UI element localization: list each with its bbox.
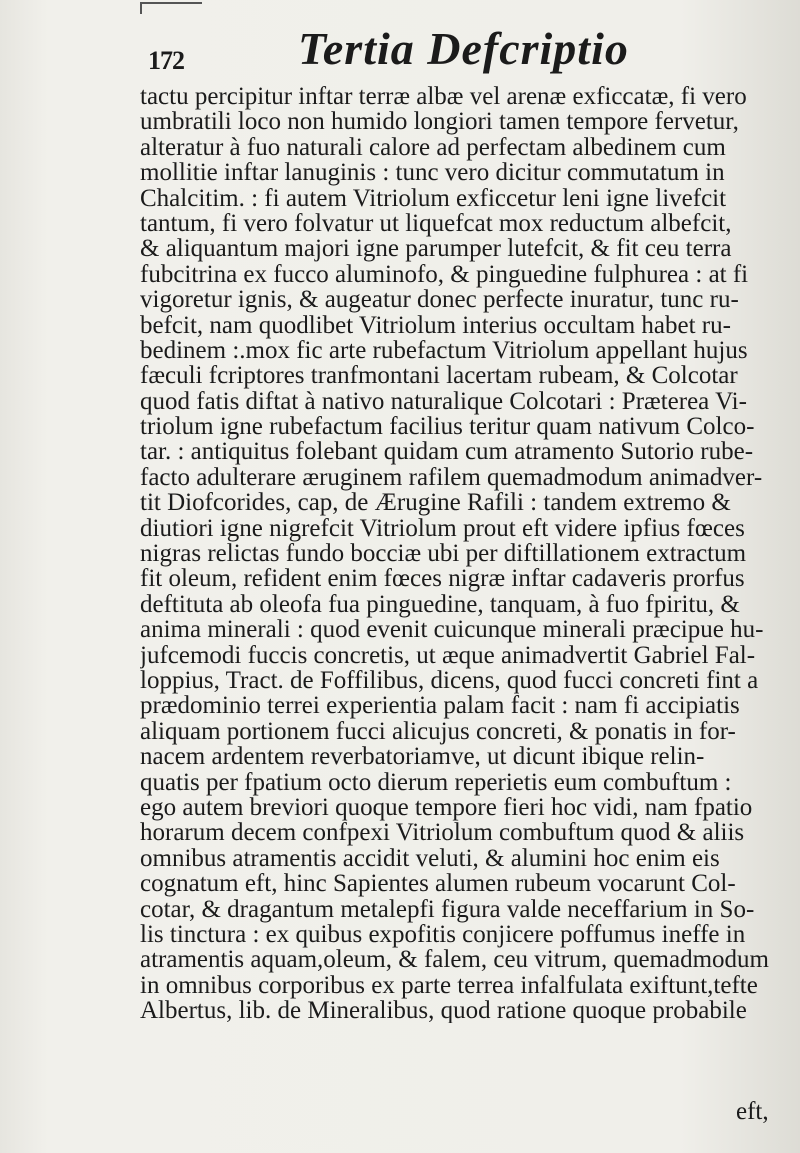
text-line: ego autem breviori quoque tempore fieri hoc vidi, nam fpatio (140, 793, 753, 821)
text-line: cognatum eft, hinc Sapientes alumen rubeum vocarunt Col- (140, 870, 736, 898)
text-line: tar. : antiquitus folebant quidam cum atramento Sutorio rube- (140, 438, 754, 466)
text-line: atramentis aquam,oleum, & falem, ceu vitrum, quemadmodum (140, 946, 769, 974)
text-line: lis tinctura : ex quibus expofitis conjicere poffumus ineffe in (140, 920, 746, 948)
text-line: alteratur à fuo naturali calore ad perfectam albedinem cum (140, 133, 726, 161)
text-line: Chalcitim. : fi autem Vitriolum exficcetur leni igne livefcit (140, 184, 727, 212)
running-title: Tertia Defcriptio (298, 23, 629, 74)
text-line: tantum, fi vero folvatur ut liquefcat mox reductum albefcit, (140, 209, 732, 237)
text-line: tit Diofcorides, cap, de Ærugine Rafili : tandem extremo & (140, 489, 731, 517)
text-line: in omnibus corporibus ex parte terrea infalfulata exiftunt,tefte (140, 971, 758, 999)
text-line: aliquam portionem fucci alicujus concreti, & ponatis in for- (140, 717, 736, 745)
body-text (140, 84, 792, 1023)
text-line: umbratili loco non humido longiori tamen tempore fervetur, (140, 108, 739, 136)
text-line: Albertus, lib. de Mineralibus, quod ratione quoque probabile (140, 997, 747, 1024)
text-line: cotar, & dragantum metalepfi figura valde neceffarium in So- (140, 895, 755, 923)
text-line: prædominio terrei experientia palam facit : nam fi accipiatis (140, 692, 740, 720)
text-line: horarum decem confpexi Vitriolum combuftum quod & aliis (140, 819, 745, 847)
text-line: anima minerali : quod evenit cuicunque minerali præcipue hu- (140, 616, 764, 644)
text-line: quatis per fpatium octo dierum reperietis eum combuftum : (140, 768, 732, 796)
text-line: nacem ardentem reverbatoriamve, ut dicunt ibique relin- (140, 743, 705, 771)
text-line: nigras relictas fundo bocciæ ubi per diftillationem extractum (140, 540, 747, 568)
text-line: tactu percipitur inftar terræ albæ vel arenæ exficcatæ, fi vero (140, 84, 747, 110)
text-line: quod fatis diftat à nativo naturalique Colcotari : Præterea Vi- (140, 387, 747, 415)
text-line: vigoretur ignis, & augeatur donec perfecte inuratur, tunc ru- (140, 286, 739, 314)
text-line: jufcemodi fuccis concretis, ut æque animadvertit Gabriel Fal- (140, 641, 756, 669)
text-line: fubcitrina ex fucco aluminofo, & pinguedine fulphurea : at fi (140, 260, 749, 288)
text-line: fit oleum, refident enim fœces nigræ inftar cadaveris prorfus (140, 565, 745, 593)
text-line: omnibus atramentis accidit veluti, & alumini hoc enim eis (140, 844, 720, 872)
text-line: befcit, nam quodlibet Vitriolum interius occultam habet ru- (140, 311, 731, 339)
text-line: deftituta ab oleofa fua pinguedine, tanquam, à fuo fpiritu, & (140, 590, 740, 618)
text-line: facto adulterare æruginem rafilem quemadmodum animadver- (140, 463, 763, 491)
text-line: bedinem :.mox fic arte rubefactum Vitriolum appellant hujus (140, 336, 748, 364)
printer-corner-mark (140, 2, 202, 14)
text-line: fæculi fcriptores tranfmontani lacertam rubeam, & Colcotar (140, 362, 738, 390)
text-line: loppius, Tract. de Foffilibus, dicens, quod fucci concreti fint a (140, 666, 759, 694)
page-header (148, 22, 768, 82)
text-line: mollitie inftar lanuginis : tunc vero dicitur commutatum in (140, 159, 725, 187)
page-number: 172 (148, 46, 184, 75)
text-line: triolum igne rubefactum facilius teritur quam nativum Colco- (140, 413, 755, 441)
catchword: eft, (736, 1098, 769, 1125)
text-line: diutiori igne nigrefcit Vitriolum prout eft videre ipfius fœces (140, 514, 745, 542)
text-line: & aliquantum majori igne parumper lutefcit, & fit ceu terra (140, 235, 732, 263)
